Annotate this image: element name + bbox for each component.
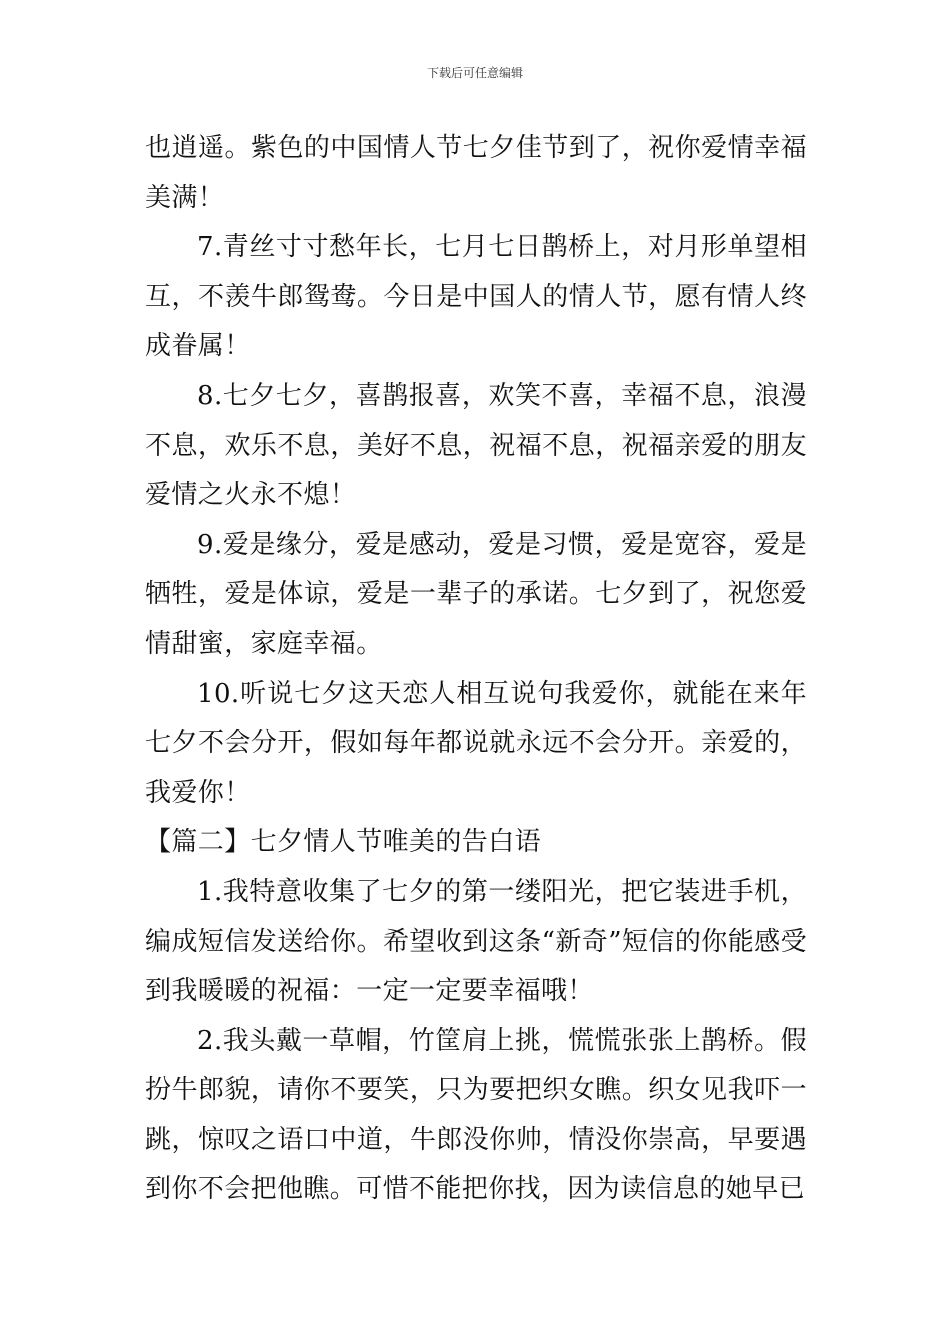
paragraph-item-8: 8.七夕七夕，喜鹊报喜，欢笑不喜，幸福不息，浪漫不息，欢乐不息，美好不息，祝福不息，祝福亲爱的朋友爱情之火永不熄！ [145,380,807,511]
paragraph-item-7: 7.青丝寸寸愁年长，七月七日鹊桥上，对月形单望相互，不羡牛郎鸳鸯。今日是中国人的情人节，愿有情人终成眷属！ [145,232,807,362]
paragraph-item-10: 10.听说七夕这天恋人相互说句我爱你，就能在来年七夕不会分开，假如每年都说就永远不会分开。亲爱的，我爱你！ [145,678,807,808]
paragraph-section2-item-2: 2.我头戴一草帽，竹筐肩上挑，慌慌张张上鹊桥。假扮牛郎貌，请你不要笑，只为要把织女瞧。织女见我吓一跳，惊叹之语口中道，牛郎没你帅，情没你崇高，早要遇到你不会把他瞧。可惜不能把你找，因为读信息的她早已 [145,1025,807,1205]
page-header: 下载后可任意编辑 [426,66,523,80]
paragraph-continuation: 也逍遥。紫色的中国情人节七夕佳节到了，祝你爱情幸福美满！ [145,133,807,213]
section-heading: 【篇二】七夕情人节唯美的告白语 [145,827,542,858]
paragraph-item-9: 9.爱是缘分，爱是感动，爱是习惯，爱是宽容，爱是牺牲，爱是体谅，爱是一辈子的承诺。七夕到了，祝您爱情甜蜜，家庭幸福。 [145,529,807,659]
paragraph-section2-item-1: 1.我特意收集了七夕的第一缕阳光，把它装进手机，编成短信发送给你。希望收到这条“新奇”短信的你能感受到我暖暖的祝福：一定一定要幸福哦！ [145,876,807,1007]
document-body [145,124,807,1215]
